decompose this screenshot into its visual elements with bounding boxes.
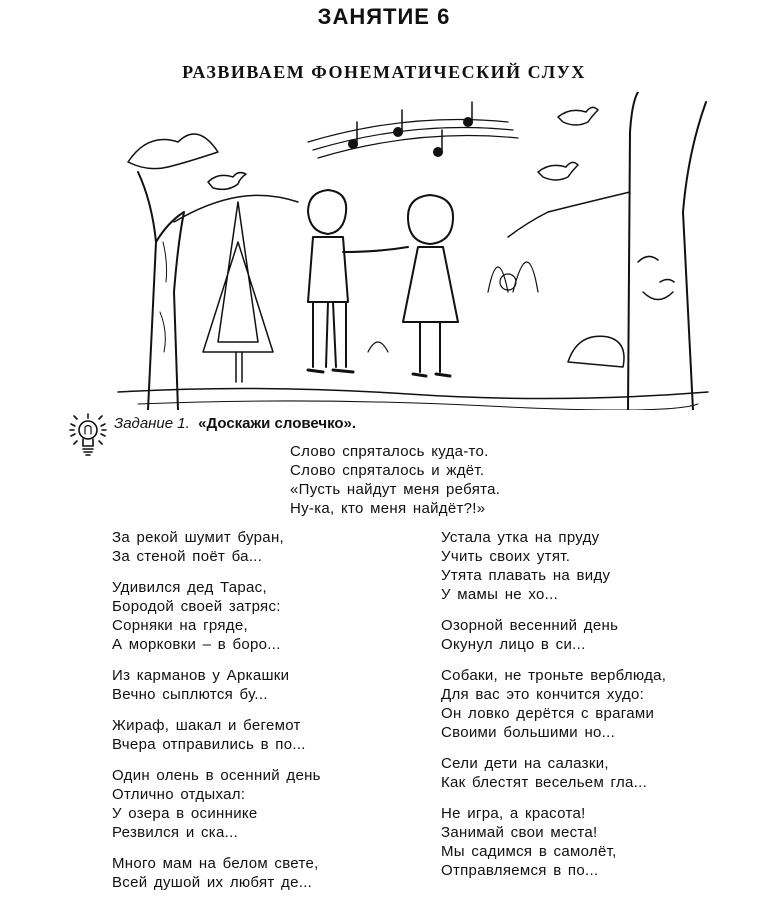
verse-line: Озорной весенний день xyxy=(441,617,619,634)
verse-line: А морковки – в боро... xyxy=(112,636,281,653)
right-column xyxy=(441,528,666,892)
verse-line: Бородой своей затряс: xyxy=(112,598,281,615)
stanza xyxy=(441,666,666,742)
verse-line: Отлично отдыхал: xyxy=(112,786,246,803)
task-label: Задание 1. xyxy=(114,415,190,432)
stanza xyxy=(112,766,321,842)
verse-line: Удивился дед Тарас, xyxy=(112,579,267,596)
music-notes xyxy=(308,120,518,159)
verse-line: Сорняки на гряде, xyxy=(112,617,248,634)
bird-right-top xyxy=(558,107,598,125)
verse-line: За стеной поёт ба... xyxy=(112,548,263,565)
verse-line: Окунул лицо в си... xyxy=(441,636,586,653)
verse-line: Вечно сыплются бу... xyxy=(112,686,268,703)
verse-line: Много мам на белом свете, xyxy=(112,855,319,872)
forest-illustration xyxy=(108,92,716,410)
verse-line: Всей душой их любят де... xyxy=(112,874,313,891)
verse-line: Он ловко дерётся с врагами xyxy=(441,705,655,722)
verse-line: У мамы не хо... xyxy=(441,586,559,603)
intro-poem xyxy=(290,442,500,518)
intro-line: Слово спряталось и ждёт. xyxy=(290,462,485,479)
stanza xyxy=(112,578,321,654)
stanza xyxy=(112,666,321,704)
verse-line: Резвился и ска... xyxy=(112,824,239,841)
task-name: «Доскажи словечко». xyxy=(198,415,357,432)
stanza xyxy=(441,528,666,604)
stanza xyxy=(112,716,321,754)
verse-line: Как блестят весельем гла... xyxy=(441,774,648,791)
verse-line: Не игра, а красота! xyxy=(441,805,586,822)
verse-line: Занимай свои места! xyxy=(441,824,598,841)
verse-line: Отправляемся в по... xyxy=(441,862,599,879)
stanza xyxy=(112,528,321,566)
girl xyxy=(408,195,453,244)
verse-line: Мы садимся в самолёт, xyxy=(441,843,617,860)
stanza xyxy=(441,616,666,654)
verse-line: У озера в осиннике xyxy=(112,805,258,822)
verse-line: Устала утка на пруду xyxy=(441,529,600,546)
left-column xyxy=(112,528,321,904)
left-tree xyxy=(138,172,184,410)
verse-line: Вчера отправились в по... xyxy=(112,736,306,753)
verse-line: За рекой шумит буран, xyxy=(112,529,284,546)
intro-line: «Пусть найдут меня ребята. xyxy=(290,481,501,498)
right-tree-with-face xyxy=(628,92,706,410)
verse-line: Сели дети на салазки, xyxy=(441,755,609,772)
verse-line: Утята плавать на виду xyxy=(441,567,611,584)
verse-line: Учить своих утят. xyxy=(441,548,571,565)
rock xyxy=(568,336,624,367)
section-title: РАЗВИВАЕМ ФОНЕМАТИЧЕСКИЙ СЛУХ xyxy=(182,62,586,82)
intro-line: Слово спряталось куда-то. xyxy=(290,443,489,460)
verse-line: Своими большими но... xyxy=(441,724,616,741)
verse-line: Собаки, не троньте верблюда, xyxy=(441,667,667,684)
verse-line: Жираф, шакал и бегемот xyxy=(112,717,301,734)
stanza xyxy=(441,754,666,792)
verse-line: Для вас это кончится худо: xyxy=(441,686,645,703)
bird-left xyxy=(208,173,246,190)
fir-tree xyxy=(203,202,273,352)
verse-line: Один олень в осенний день xyxy=(112,767,321,784)
boy xyxy=(308,190,346,234)
task-title xyxy=(114,415,356,432)
intro-line: Ну-ка, кто меня найдёт?!» xyxy=(290,500,486,517)
lightbulb-icon xyxy=(68,412,108,458)
bird-right-middle xyxy=(538,162,578,180)
stanza xyxy=(112,854,321,892)
lesson-title: ЗАНЯТИЕ 6 xyxy=(317,4,451,29)
stanza xyxy=(441,804,666,880)
verse-line: Из карманов у Аркашки xyxy=(112,667,290,684)
